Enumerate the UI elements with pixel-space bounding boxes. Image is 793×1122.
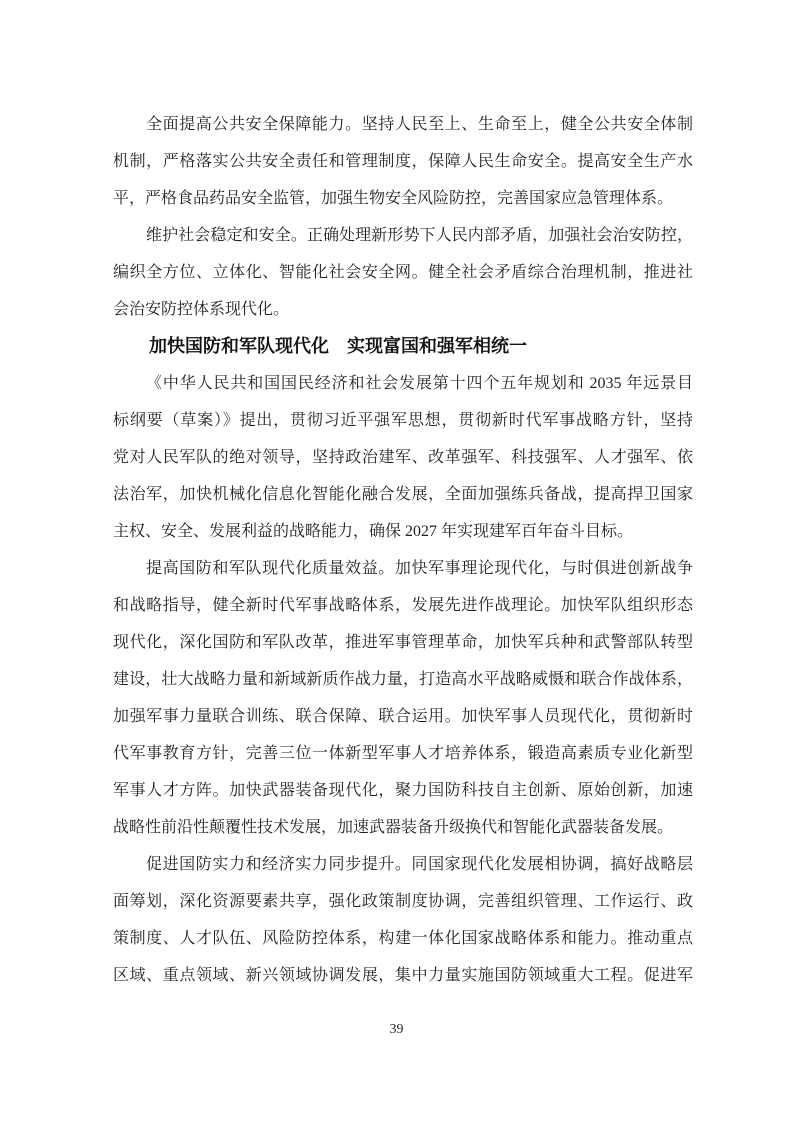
- paragraph-public-safety: [113, 106, 693, 217]
- paragraph-defense-economy: [113, 846, 693, 994]
- text-line: 区域、重点领域、新兴领域协调发展，集中力量实施国防领域重大工程。促进军: [113, 967, 693, 984]
- text-line: 《中华人民共和国国民经济和社会发展第十四个五年规划和 2035 年远景目: [146, 375, 693, 392]
- text-line: 战略性前沿性颠覆性技术发展，加速武器装备升级换代和智能化武器装备发展。: [113, 819, 674, 836]
- text-line: 平，严格食品药品安全监管，加强生物安全风险防控，完善国家应急管理体系。: [113, 190, 674, 207]
- text-line: 军事人才方阵。加快武器装备现代化，聚力国防科技自主创新、原始创新，加速: [113, 782, 693, 799]
- page-content: [113, 106, 693, 994]
- section-heading: 加快国防和军队现代化 实现富国和强军相统一: [149, 336, 527, 357]
- text-line: 维护社会稳定和安全。正确处理新形势下人民内部矛盾，加强社会治安防控，: [146, 227, 693, 244]
- text-line: 主权、安全、发展利益的战略能力，确保 2027 年实现建军百年奋斗目标。: [113, 523, 634, 540]
- text-line: 法治军，加快机械化信息化智能化融合发展，全面加强练兵备战，提高捍卫国家: [113, 486, 693, 503]
- text-line: 提高国防和军队现代化质量效益。加快军事理论现代化，与时俱进创新战争: [146, 560, 693, 577]
- paragraph-social-stability: [113, 217, 693, 328]
- text-line: 策制度、人才队伍、风险防控体系，构建一体化国家战略体系和能力。推动重点: [113, 930, 693, 947]
- text-line: 全面提高公共安全保障能力。坚持人民至上、生命至上，健全公共安全体制: [146, 116, 693, 133]
- text-line: 会治安防控体系现代化。: [113, 301, 290, 318]
- text-line: 加强军事力量联合训练、联合保障、联合运用。加快军事人员现代化，贯彻新时: [113, 708, 693, 725]
- text-line: 标纲要（草案）》提出，贯彻习近平强军思想，贯彻新时代军事战略方针，坚持: [113, 412, 693, 429]
- text-line: 党对人民军队的绝对领导，坚持政治建军、改革强军、科技强军、人才强军、依: [113, 449, 693, 466]
- paragraph-plan-outline: [113, 365, 693, 550]
- text-line: 现代化，深化国防和军队改革，推进军事管理革命，加快军兵种和武警部队转型: [113, 634, 693, 651]
- text-line: 和战略指导，健全新时代军事战略体系，发展先进作战理论。加快军队组织形态: [113, 597, 693, 614]
- text-line: 促进国防实力和经济实力同步提升。同国家现代化发展相协调，搞好战略层: [146, 856, 693, 873]
- text-line: 代军事教育方针，完善三位一体新型军事人才培养体系，锻造高素质专业化新型: [113, 745, 693, 762]
- text-line: 面筹划，深化资源要素共享，强化政策制度协调，完善组织管理、工作运行、政: [113, 893, 693, 910]
- text-line: 编织全方位、立体化、智能化社会安全网。健全社会矛盾综合治理机制，推进社: [113, 264, 693, 281]
- paragraph-modernization-quality: [113, 550, 693, 846]
- text-line: 建设，壮大战略力量和新域新质作战力量，打造高水平战略威慑和联合作战体系，: [113, 671, 693, 688]
- text-line: 机制，严格落实公共安全责任和管理制度，保障人民生命安全。提高安全生产水: [113, 153, 693, 170]
- page-number: 39: [389, 1022, 404, 1037]
